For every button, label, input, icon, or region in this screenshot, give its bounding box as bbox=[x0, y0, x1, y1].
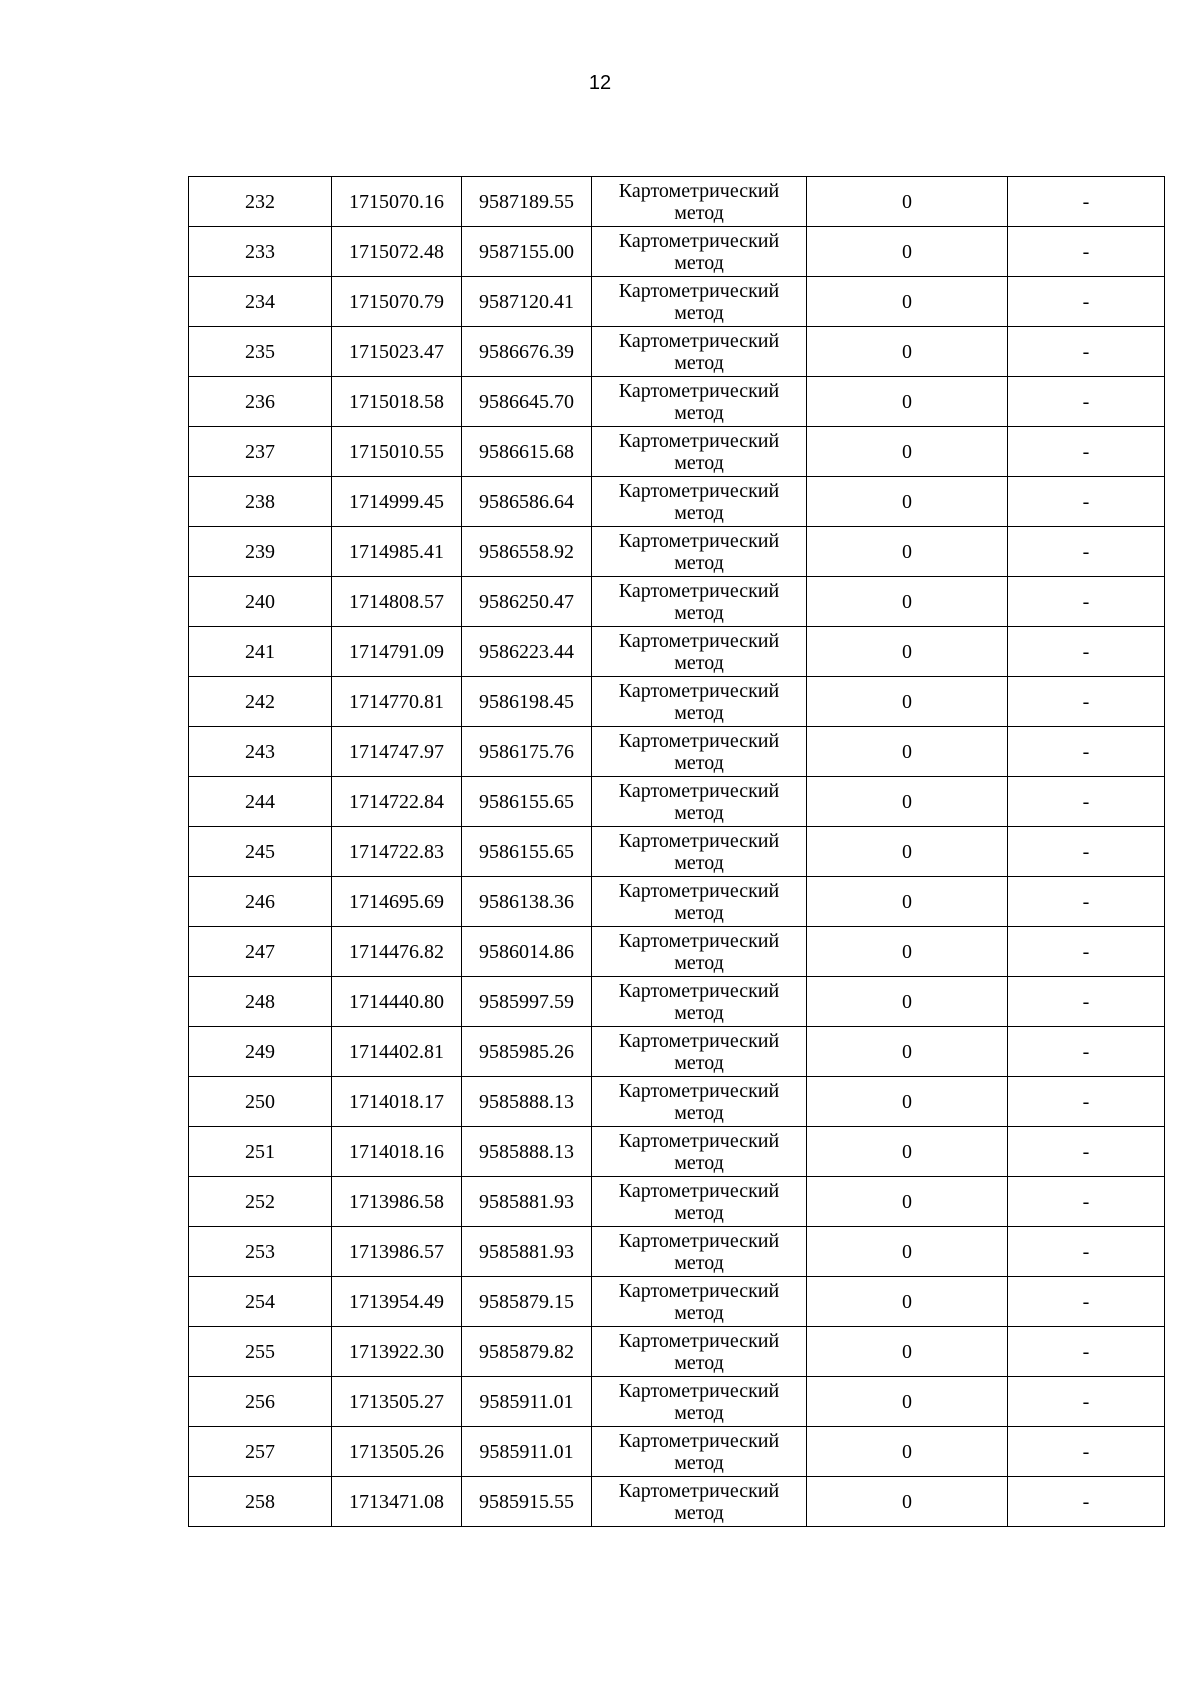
method-cell bbox=[592, 1427, 807, 1477]
point-number-cell: 253 bbox=[189, 1227, 332, 1277]
y-coordinate-cell: 9586558.92 bbox=[462, 527, 592, 577]
point-number-cell: 247 bbox=[189, 927, 332, 977]
method-line-2: метод bbox=[674, 851, 724, 874]
point-number-cell: 249 bbox=[189, 1027, 332, 1077]
table-row bbox=[189, 677, 1165, 727]
method-cell bbox=[592, 277, 807, 327]
x-coordinate-cell: 1714018.16 bbox=[332, 1127, 462, 1177]
method-line-2: метод bbox=[674, 1351, 724, 1374]
table-row bbox=[189, 927, 1165, 977]
x-coordinate-cell: 1714440.80 bbox=[332, 977, 462, 1027]
method-line-2: метод bbox=[674, 1451, 724, 1474]
y-coordinate-cell: 9586014.86 bbox=[462, 927, 592, 977]
method-line-2: метод bbox=[674, 801, 724, 824]
page-number: 12 bbox=[588, 72, 612, 94]
x-coordinate-cell: 1714770.81 bbox=[332, 677, 462, 727]
table-row bbox=[189, 1477, 1165, 1527]
method-cell bbox=[592, 1027, 807, 1077]
accuracy-cell: 0 bbox=[807, 1427, 1008, 1477]
point-number-cell: 242 bbox=[189, 677, 332, 727]
accuracy-cell: 0 bbox=[807, 227, 1008, 277]
point-number-cell: 255 bbox=[189, 1327, 332, 1377]
method-line-2: метод bbox=[674, 751, 724, 774]
note-cell: - bbox=[1008, 577, 1165, 627]
y-coordinate-cell: 9585915.55 bbox=[462, 1477, 592, 1527]
method-line-1: Картометрический bbox=[618, 579, 780, 602]
note-cell: - bbox=[1008, 377, 1165, 427]
method-line-1: Картометрический bbox=[618, 479, 780, 502]
method-cell bbox=[592, 427, 807, 477]
y-coordinate-cell: 9585881.93 bbox=[462, 1177, 592, 1227]
x-coordinate-cell: 1713505.26 bbox=[332, 1427, 462, 1477]
x-coordinate-cell: 1715010.55 bbox=[332, 427, 462, 477]
table-row bbox=[189, 727, 1165, 777]
note-cell: - bbox=[1008, 277, 1165, 327]
x-coordinate-cell: 1714476.82 bbox=[332, 927, 462, 977]
note-cell: - bbox=[1008, 977, 1165, 1027]
point-number-cell: 248 bbox=[189, 977, 332, 1027]
accuracy-cell: 0 bbox=[807, 277, 1008, 327]
method-line-2: метод bbox=[674, 251, 724, 274]
method-line-2: метод bbox=[674, 1101, 724, 1124]
point-number-cell: 257 bbox=[189, 1427, 332, 1477]
method-cell bbox=[592, 727, 807, 777]
y-coordinate-cell: 9587189.55 bbox=[462, 177, 592, 227]
table-row bbox=[189, 1327, 1165, 1377]
method-cell bbox=[592, 577, 807, 627]
y-coordinate-cell: 9585888.13 bbox=[462, 1127, 592, 1177]
method-line-1: Картометрический bbox=[618, 1179, 780, 1202]
note-cell: - bbox=[1008, 427, 1165, 477]
accuracy-cell: 0 bbox=[807, 477, 1008, 527]
point-number-cell: 236 bbox=[189, 377, 332, 427]
table-row bbox=[189, 977, 1165, 1027]
point-number-cell: 241 bbox=[189, 627, 332, 677]
method-line-2: метод bbox=[674, 601, 724, 624]
x-coordinate-cell: 1715018.58 bbox=[332, 377, 462, 427]
x-coordinate-cell: 1714018.17 bbox=[332, 1077, 462, 1127]
method-cell bbox=[592, 777, 807, 827]
y-coordinate-cell: 9587120.41 bbox=[462, 277, 592, 327]
y-coordinate-cell: 9585888.13 bbox=[462, 1077, 592, 1127]
method-line-1: Картометрический bbox=[618, 1429, 780, 1452]
method-line-1: Картометрический bbox=[618, 1079, 780, 1102]
table-row bbox=[189, 777, 1165, 827]
point-number-cell: 245 bbox=[189, 827, 332, 877]
table-row bbox=[189, 527, 1165, 577]
x-coordinate-cell: 1713986.58 bbox=[332, 1177, 462, 1227]
method-cell bbox=[592, 377, 807, 427]
accuracy-cell: 0 bbox=[807, 577, 1008, 627]
y-coordinate-cell: 9585879.15 bbox=[462, 1277, 592, 1327]
note-cell: - bbox=[1008, 1077, 1165, 1127]
x-coordinate-cell: 1715070.79 bbox=[332, 277, 462, 327]
method-cell bbox=[592, 627, 807, 677]
table-row bbox=[189, 277, 1165, 327]
method-line-2: метод bbox=[674, 901, 724, 924]
x-coordinate-cell: 1713986.57 bbox=[332, 1227, 462, 1277]
x-coordinate-cell: 1713954.49 bbox=[332, 1277, 462, 1327]
table-row bbox=[189, 1277, 1165, 1327]
accuracy-cell: 0 bbox=[807, 827, 1008, 877]
table-row bbox=[189, 477, 1165, 527]
x-coordinate-cell: 1713505.27 bbox=[332, 1377, 462, 1427]
method-cell bbox=[592, 977, 807, 1027]
note-cell: - bbox=[1008, 1427, 1165, 1477]
note-cell: - bbox=[1008, 627, 1165, 677]
method-cell bbox=[592, 1327, 807, 1377]
x-coordinate-cell: 1714722.83 bbox=[332, 827, 462, 877]
method-cell bbox=[592, 1077, 807, 1127]
x-coordinate-cell: 1714999.45 bbox=[332, 477, 462, 527]
method-cell bbox=[592, 1127, 807, 1177]
method-line-2: метод bbox=[674, 1151, 724, 1174]
table-row bbox=[189, 227, 1165, 277]
method-cell bbox=[592, 877, 807, 927]
point-number-cell: 234 bbox=[189, 277, 332, 327]
y-coordinate-cell: 9586250.47 bbox=[462, 577, 592, 627]
table-row bbox=[189, 877, 1165, 927]
method-line-1: Картометрический bbox=[618, 1229, 780, 1252]
y-coordinate-cell: 9586223.44 bbox=[462, 627, 592, 677]
table-row bbox=[189, 1027, 1165, 1077]
accuracy-cell: 0 bbox=[807, 427, 1008, 477]
point-number-cell: 235 bbox=[189, 327, 332, 377]
x-coordinate-cell: 1714747.97 bbox=[332, 727, 462, 777]
note-cell: - bbox=[1008, 1327, 1165, 1377]
method-line-1: Картометрический bbox=[618, 829, 780, 852]
table-row bbox=[189, 427, 1165, 477]
x-coordinate-cell: 1713471.08 bbox=[332, 1477, 462, 1527]
method-line-2: метод bbox=[674, 1251, 724, 1274]
x-coordinate-cell: 1713922.30 bbox=[332, 1327, 462, 1377]
y-coordinate-cell: 9586676.39 bbox=[462, 327, 592, 377]
table-row bbox=[189, 577, 1165, 627]
method-line-2: метод bbox=[674, 1301, 724, 1324]
point-number-cell: 258 bbox=[189, 1477, 332, 1527]
note-cell: - bbox=[1008, 1477, 1165, 1527]
y-coordinate-cell: 9586198.45 bbox=[462, 677, 592, 727]
x-coordinate-cell: 1714791.09 bbox=[332, 627, 462, 677]
method-cell bbox=[592, 477, 807, 527]
accuracy-cell: 0 bbox=[807, 877, 1008, 927]
table-row bbox=[189, 1077, 1165, 1127]
method-line-1: Картометрический bbox=[618, 329, 780, 352]
point-number-cell: 243 bbox=[189, 727, 332, 777]
y-coordinate-cell: 9586155.65 bbox=[462, 777, 592, 827]
method-line-2: метод bbox=[674, 1201, 724, 1224]
accuracy-cell: 0 bbox=[807, 777, 1008, 827]
coordinates-table bbox=[188, 176, 1165, 1527]
note-cell: - bbox=[1008, 1377, 1165, 1427]
y-coordinate-cell: 9587155.00 bbox=[462, 227, 592, 277]
x-coordinate-cell: 1714722.84 bbox=[332, 777, 462, 827]
y-coordinate-cell: 9585985.26 bbox=[462, 1027, 592, 1077]
method-line-2: метод bbox=[674, 1051, 724, 1074]
note-cell: - bbox=[1008, 327, 1165, 377]
note-cell: - bbox=[1008, 1277, 1165, 1327]
x-coordinate-cell: 1714402.81 bbox=[332, 1027, 462, 1077]
method-line-1: Картометрический bbox=[618, 729, 780, 752]
note-cell: - bbox=[1008, 177, 1165, 227]
point-number-cell: 246 bbox=[189, 877, 332, 927]
method-line-1: Картометрический bbox=[618, 679, 780, 702]
method-cell bbox=[592, 527, 807, 577]
method-line-1: Картометрический bbox=[618, 629, 780, 652]
point-number-cell: 240 bbox=[189, 577, 332, 627]
method-line-2: метод bbox=[674, 351, 724, 374]
y-coordinate-cell: 9586645.70 bbox=[462, 377, 592, 427]
point-number-cell: 244 bbox=[189, 777, 332, 827]
note-cell: - bbox=[1008, 727, 1165, 777]
note-cell: - bbox=[1008, 927, 1165, 977]
method-line-1: Картометрический bbox=[618, 179, 780, 202]
y-coordinate-cell: 9585881.93 bbox=[462, 1227, 592, 1277]
y-coordinate-cell: 9586586.64 bbox=[462, 477, 592, 527]
note-cell: - bbox=[1008, 1027, 1165, 1077]
method-line-2: метод bbox=[674, 651, 724, 674]
method-line-1: Картометрический bbox=[618, 229, 780, 252]
point-number-cell: 233 bbox=[189, 227, 332, 277]
method-line-2: метод bbox=[674, 701, 724, 724]
accuracy-cell: 0 bbox=[807, 527, 1008, 577]
coordinates-table-body bbox=[189, 177, 1165, 1527]
accuracy-cell: 0 bbox=[807, 377, 1008, 427]
method-line-2: метод bbox=[674, 1501, 724, 1524]
point-number-cell: 252 bbox=[189, 1177, 332, 1227]
accuracy-cell: 0 bbox=[807, 927, 1008, 977]
point-number-cell: 237 bbox=[189, 427, 332, 477]
point-number-cell: 250 bbox=[189, 1077, 332, 1127]
note-cell: - bbox=[1008, 877, 1165, 927]
y-coordinate-cell: 9585911.01 bbox=[462, 1377, 592, 1427]
point-number-cell: 256 bbox=[189, 1377, 332, 1427]
point-number-cell: 232 bbox=[189, 177, 332, 227]
method-cell bbox=[592, 1177, 807, 1227]
x-coordinate-cell: 1714985.41 bbox=[332, 527, 462, 577]
accuracy-cell: 0 bbox=[807, 177, 1008, 227]
note-cell: - bbox=[1008, 777, 1165, 827]
method-line-2: метод bbox=[674, 201, 724, 224]
method-line-1: Картометрический bbox=[618, 979, 780, 1002]
y-coordinate-cell: 9586615.68 bbox=[462, 427, 592, 477]
table-row bbox=[189, 1127, 1165, 1177]
accuracy-cell: 0 bbox=[807, 1227, 1008, 1277]
method-line-1: Картометрический bbox=[618, 379, 780, 402]
method-cell bbox=[592, 1377, 807, 1427]
accuracy-cell: 0 bbox=[807, 677, 1008, 727]
accuracy-cell: 0 bbox=[807, 627, 1008, 677]
method-line-2: метод bbox=[674, 951, 724, 974]
method-line-2: метод bbox=[674, 551, 724, 574]
method-line-1: Картометрический bbox=[618, 779, 780, 802]
note-cell: - bbox=[1008, 827, 1165, 877]
y-coordinate-cell: 9586175.76 bbox=[462, 727, 592, 777]
method-cell bbox=[592, 827, 807, 877]
table-row bbox=[189, 627, 1165, 677]
accuracy-cell: 0 bbox=[807, 1277, 1008, 1327]
table-row bbox=[189, 1177, 1165, 1227]
method-cell bbox=[592, 1277, 807, 1327]
method-line-1: Картометрический bbox=[618, 1129, 780, 1152]
method-cell bbox=[592, 177, 807, 227]
method-line-2: метод bbox=[674, 301, 724, 324]
x-coordinate-cell: 1715072.48 bbox=[332, 227, 462, 277]
accuracy-cell: 0 bbox=[807, 977, 1008, 1027]
method-line-1: Картометрический bbox=[618, 1479, 780, 1502]
x-coordinate-cell: 1715023.47 bbox=[332, 327, 462, 377]
accuracy-cell: 0 bbox=[807, 1127, 1008, 1177]
note-cell: - bbox=[1008, 477, 1165, 527]
method-line-1: Картометрический bbox=[618, 1029, 780, 1052]
method-line-1: Картометрический bbox=[618, 1279, 780, 1302]
accuracy-cell: 0 bbox=[807, 1477, 1008, 1527]
method-cell bbox=[592, 927, 807, 977]
table-row bbox=[189, 327, 1165, 377]
table-row bbox=[189, 1377, 1165, 1427]
method-line-1: Картометрический bbox=[618, 429, 780, 452]
note-cell: - bbox=[1008, 677, 1165, 727]
method-line-1: Картометрический bbox=[618, 1329, 780, 1352]
y-coordinate-cell: 9586155.65 bbox=[462, 827, 592, 877]
y-coordinate-cell: 9585911.01 bbox=[462, 1427, 592, 1477]
accuracy-cell: 0 bbox=[807, 1327, 1008, 1377]
y-coordinate-cell: 9586138.36 bbox=[462, 877, 592, 927]
method-cell bbox=[592, 327, 807, 377]
point-number-cell: 238 bbox=[189, 477, 332, 527]
note-cell: - bbox=[1008, 1227, 1165, 1277]
point-number-cell: 254 bbox=[189, 1277, 332, 1327]
note-cell: - bbox=[1008, 527, 1165, 577]
method-line-2: метод bbox=[674, 1001, 724, 1024]
y-coordinate-cell: 9585997.59 bbox=[462, 977, 592, 1027]
y-coordinate-cell: 9585879.82 bbox=[462, 1327, 592, 1377]
x-coordinate-cell: 1714808.57 bbox=[332, 577, 462, 627]
table-row bbox=[189, 827, 1165, 877]
method-line-1: Картометрический bbox=[618, 879, 780, 902]
note-cell: - bbox=[1008, 1127, 1165, 1177]
method-cell bbox=[592, 227, 807, 277]
accuracy-cell: 0 bbox=[807, 1377, 1008, 1427]
note-cell: - bbox=[1008, 1177, 1165, 1227]
accuracy-cell: 0 bbox=[807, 727, 1008, 777]
method-line-2: метод bbox=[674, 1401, 724, 1424]
method-line-2: метод bbox=[674, 401, 724, 424]
method-line-1: Картометрический bbox=[618, 1379, 780, 1402]
accuracy-cell: 0 bbox=[807, 1027, 1008, 1077]
accuracy-cell: 0 bbox=[807, 1077, 1008, 1127]
method-line-1: Картометрический bbox=[618, 529, 780, 552]
method-cell bbox=[592, 1477, 807, 1527]
table-row bbox=[189, 377, 1165, 427]
table-row bbox=[189, 1227, 1165, 1277]
note-cell: - bbox=[1008, 227, 1165, 277]
method-line-1: Картометрический bbox=[618, 929, 780, 952]
table-row bbox=[189, 177, 1165, 227]
method-cell bbox=[592, 1227, 807, 1277]
method-line-2: метод bbox=[674, 451, 724, 474]
method-cell bbox=[592, 677, 807, 727]
method-line-1: Картометрический bbox=[618, 279, 780, 302]
accuracy-cell: 0 bbox=[807, 327, 1008, 377]
x-coordinate-cell: 1714695.69 bbox=[332, 877, 462, 927]
method-line-2: метод bbox=[674, 501, 724, 524]
point-number-cell: 251 bbox=[189, 1127, 332, 1177]
x-coordinate-cell: 1715070.16 bbox=[332, 177, 462, 227]
table-row bbox=[189, 1427, 1165, 1477]
point-number-cell: 239 bbox=[189, 527, 332, 577]
accuracy-cell: 0 bbox=[807, 1177, 1008, 1227]
